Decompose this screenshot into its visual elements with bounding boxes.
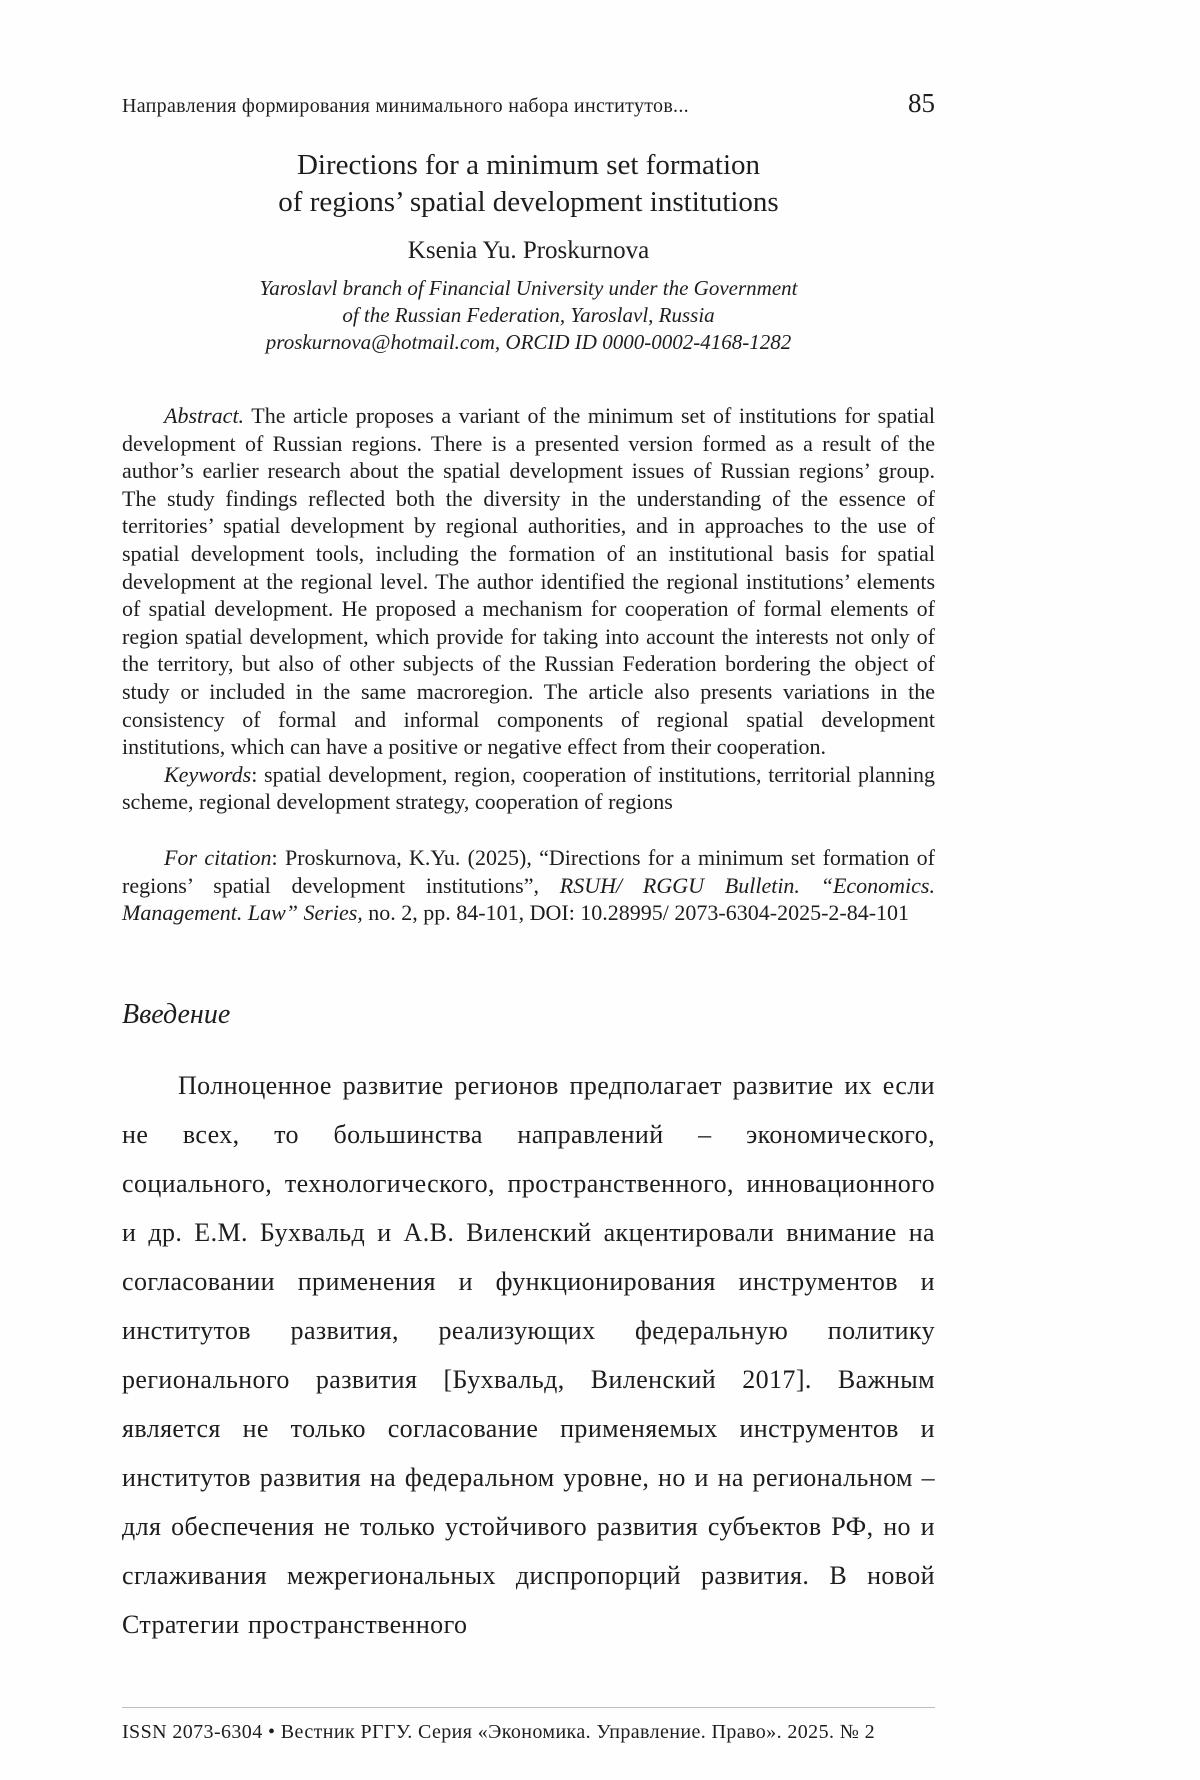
keywords-label: Keywords — [164, 761, 252, 787]
page-footer: ISSN 2073-6304 • Вестник РГГУ. Серия «Экономика. Управление. Право». 2025. № 2 — [122, 1707, 935, 1744]
affiliation-line: of the Russian Federation, Yaroslavl, Russia — [342, 303, 715, 327]
keywords-paragraph — [122, 761, 935, 816]
article-title-line2: of regions’ spatial development institutions — [278, 186, 779, 218]
citation-text-part1: : Proskurnova, K.Yu. (2025), “Directions for a minimum set formation of regions’ spatial development institutions”, — [122, 844, 936, 898]
page-number: 85 — [908, 88, 935, 118]
affiliation-contact-line: proskurnova@hotmail.com, ORCID ID 0000-0002-4168-1282 — [265, 330, 792, 354]
citation-source-title: RSUH/ RGGU Bulletin. “Economics. Management. Law” Series, — [122, 872, 935, 926]
author-name: Ksenia Yu. Proskurnova — [407, 237, 650, 264]
citation-label: For citation — [164, 844, 272, 870]
affiliation-block — [122, 275, 935, 356]
affiliation-line: Yaroslavl branch of Financial University under the Government — [259, 276, 798, 300]
section-heading-introduction: Введение — [122, 998, 231, 1030]
abstract-text: The article proposes a variant of the minimum set of institutions for spatial development of Russian regions. There is a presented version formed as a result of the author’s earlier research about the spatial development issues of Russian regions’ group. The study findings reflected both the diversity in the understanding of the essence of territories’ spatial development by regional authorities, and in approaches to the use of spatial development tools, including the formation of an institutional basis for spatial development at the regional level. The author identified the regional institutions’ elements of spatial development. He proposed a mechanism for cooperation of formal elements of region spatial development, which provide for taking into account the interests not only of the territory, but also of other subjects of the Russian Federation bordering the object of study or included in the same macroregion. The article also presents variations in the consistency of formal and informal components of regional spatial development institutions, which can have a positive or negative effect from their cooperation. — [122, 403, 935, 760]
article-title-line1: Directions for a minimum set formation — [296, 149, 761, 181]
running-header — [122, 88, 935, 119]
running-head-text: Направления формирования минимального набора институтов... — [122, 95, 689, 117]
abstract-paragraph — [122, 402, 935, 761]
article-title — [122, 147, 935, 221]
citation-text-part2: no. 2, pp. 84-101, DOI: 10.28995/ 2073-6304-2025-2-84-101 — [362, 900, 910, 926]
keywords-text: : spatial development, region, cooperation of institutions, territorial planning scheme, regional development strategy, cooperation of regions — [122, 761, 935, 815]
introduction-paragraph: Полноценное развитие регионов предполагает развитие их если не всех, то большинства направлений – экономического, социального, технологического, пространственного, инновационного и др. Е.М. Бухвальд и А.В. Виленский акцентировали внимание на согласовании применения и функционирования инструментов и институтов развития, реализующих федеральную политику регионального развития [Бухвальд, Виленский 2017]. Важным является не только согласование применяемых инструментов и институтов развития на федеральном уровне, но и на региональном – для обеспечения не только устойчивого развития субъектов РФ, но и сглаживания межрегиональных диспропорций развития. В новой Стратегии пространственного — [122, 1070, 935, 1639]
abstract-label: Abstract. — [164, 403, 245, 428]
citation-paragraph — [122, 844, 935, 927]
